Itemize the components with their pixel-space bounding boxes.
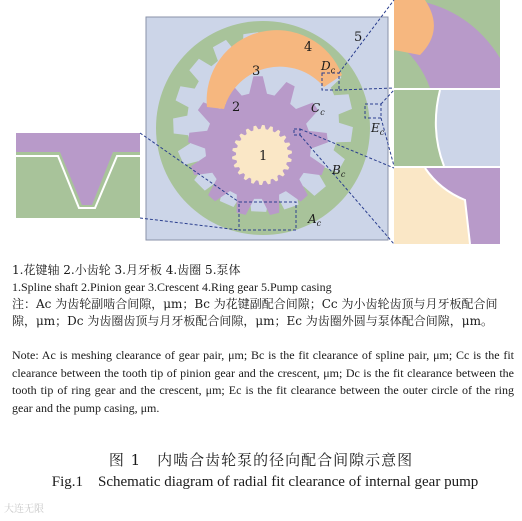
- label-ec: $E_c$: [371, 121, 385, 137]
- figure-caption-english: Fig.1 Schematic diagram of radial fit clearance of internal gear pump: [51, 474, 479, 490]
- detail-view-b: [394, 168, 500, 244]
- legend-english: 1.Spline shaft 2.Pinion gear 3.Crescent 4.Ring gear 5.Pump casing: [12, 280, 332, 294]
- detail-view-d: [394, 0, 500, 88]
- label-cc: $C_c$: [311, 101, 325, 117]
- part-number-5: 5: [354, 30, 363, 45]
- detail-view-e: [394, 90, 500, 166]
- figure-caption-chinese: 图 1 内啮合齿轮泵的径向配合间隙示意图: [108, 451, 414, 469]
- part-number-4: 4: [304, 40, 313, 55]
- label-ac: $A_c$: [308, 212, 322, 228]
- label-dc: $D_c$: [321, 59, 336, 75]
- part-number-2: 2: [232, 100, 241, 115]
- part-number-3: 3: [252, 64, 261, 79]
- detail-view-a: [16, 133, 140, 218]
- watermark: 大连无限: [4, 504, 44, 515]
- note-chinese: 注：Ac 为齿轮副啮合间隙，μm；Bc 为花键副配合间隙；Cc 为小齿轮齿顶与月牙板配合间隙，μm；Dc 为齿圈齿顶与月牙板配合间隙，μm；Ec 为齿圈外圆与泵体配合间隙，μm。: [12, 297, 498, 328]
- legend-chinese: 1.花键轴 2.小齿轮 3.月牙板 4.齿圈 5.泵体: [12, 263, 241, 277]
- part-number-1: 1: [259, 149, 268, 164]
- note-english: Note: Ac is meshing clearance of gear pair, μm; Bc is the fit clearance of spline pair, μm; Cc is the fit clearance between the tooth tip of pinion gear and the crescent, μm; Dc is the fit clearance between the tooth tip of ring gear and the crescent, μm; Ec is the fit clearance between the outer circle of the ring gear and the pump casing, μm.: [12, 348, 514, 415]
- label-bc: $B_c$: [332, 163, 346, 179]
- gear-pump-figure: [0, 0, 522, 250]
